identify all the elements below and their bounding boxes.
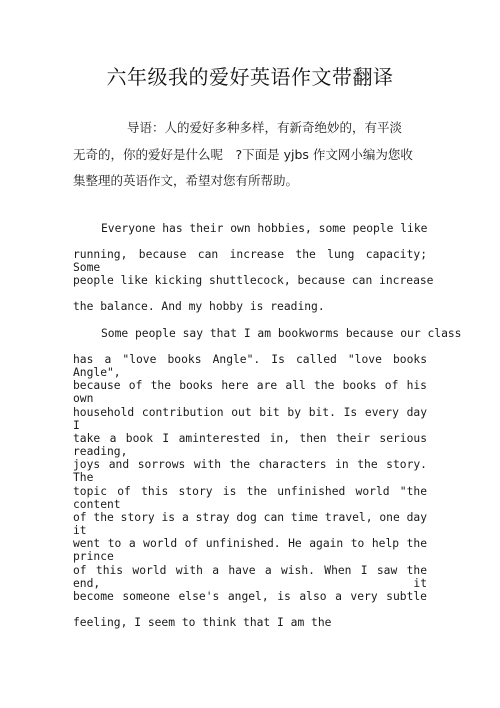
document-title: 六年级我的爱好英语作文带翻译 [106,65,394,89]
paragraph-2-line: because of the books here are all the books of his own [73,379,427,405]
paragraph-2-line: feeling, I seem to think that I am the [73,616,332,629]
paragraph-2-line: household contribution out bit by bit. Is every day I [73,406,427,432]
paragraph-2-line: take a book I aminterested in, then their serious reading, [73,432,427,458]
paragraph-2-line: went to a world of unfinished. He again to help the prince [73,537,427,563]
paragraph-2-line: become someone else's angel, is also a very subtle [73,590,427,603]
paragraph-2-line: has a "love books Angle". Is called "love books Angle", [73,353,427,379]
paragraph-1-line: the balance. And my hobby is reading. [73,300,325,313]
paragraph-1-line: running, because can increase the lung capacity; Some [73,248,427,274]
intro-line: 导语：人的爱好多种多样，有新奇绝妙的，有平淡 [127,120,403,135]
intro-line: 无奇的，你的爱好是什么呢 ?下面是 yjbs 作文网小编为您收 [73,147,413,162]
paragraph-1-line: people like kicking shuttlecock, because can increase [73,274,434,287]
paragraph-2-line: of the story is a stray dog can time travel, one day it [73,511,427,537]
paragraph-2-line: of this world with a have a wish. When I saw the end, it [73,564,427,590]
paragraph-2-line: joys and sorrows with the characters in the story. The [73,458,427,484]
paragraph-2-line: topic of this story is the unfinished world "the content [73,485,427,511]
paragraph-1-line: Everyone has their own hobbies, some people like [101,222,428,235]
intro-line: 集整理的英语作文，希望对您有所帮助。 [73,173,299,188]
paragraph-2-line: Some people say that I am bookworms because our class [101,327,462,340]
